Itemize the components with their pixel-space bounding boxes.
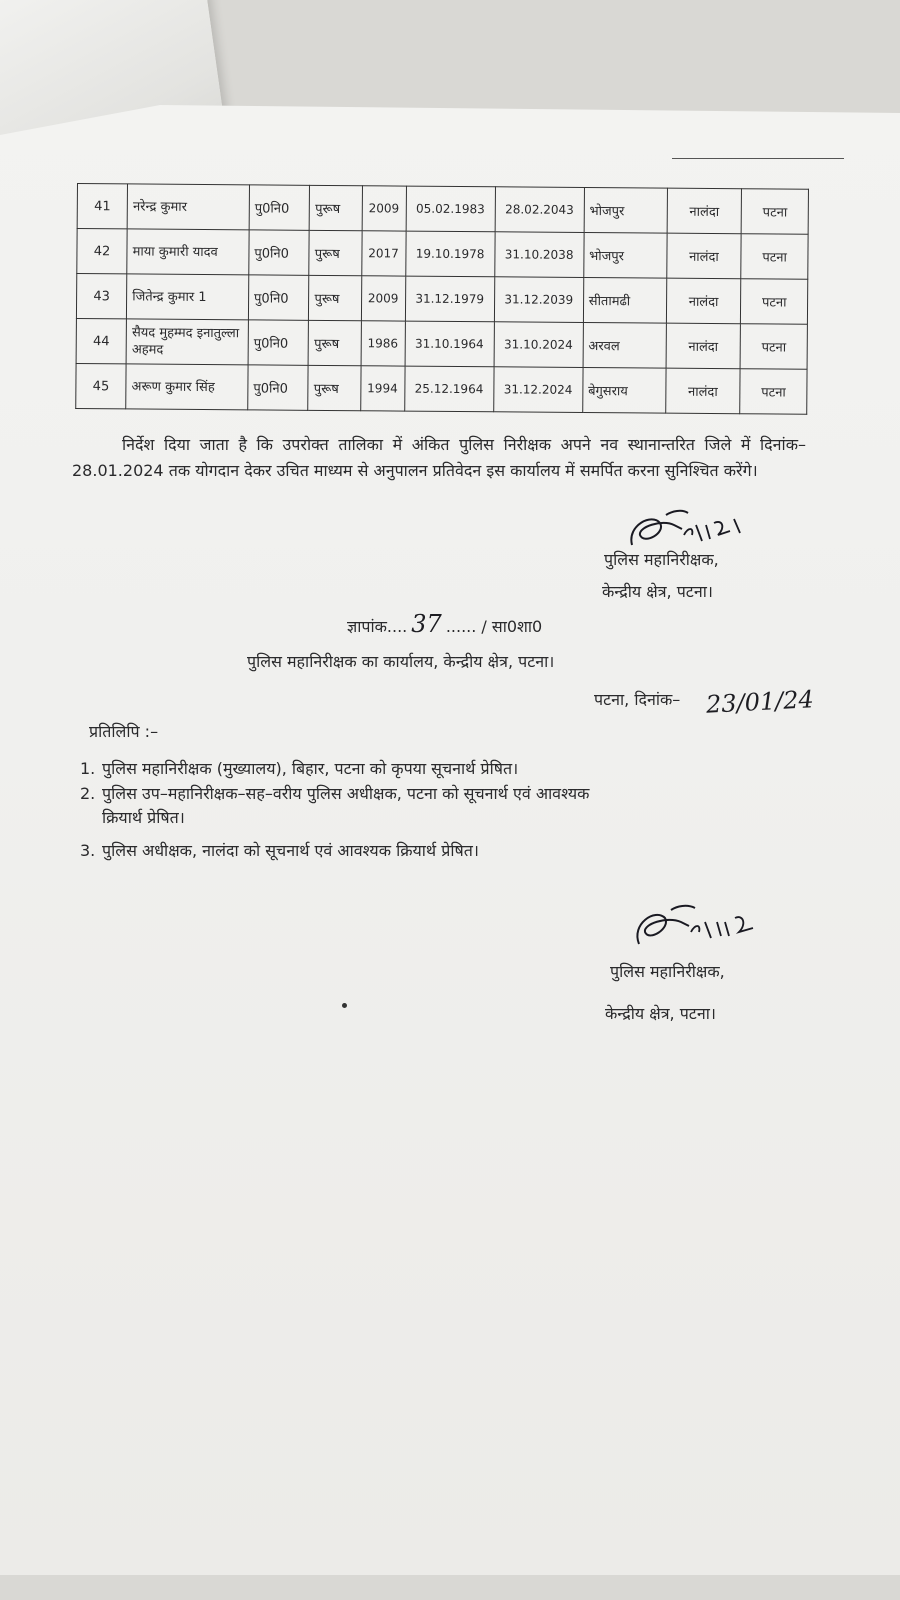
table-row	[77, 229, 808, 280]
memo-suffix: / सा0शा0	[481, 617, 543, 636]
to-district-cell: नालंदा	[665, 368, 740, 414]
gender-cell: पुरूष	[310, 185, 363, 230]
date-value: 23/01/24	[705, 685, 815, 719]
range-cell: पटना	[741, 234, 808, 280]
memo-label: ज्ञापांक	[347, 617, 387, 636]
to-district-cell: नालंदा	[667, 188, 742, 234]
serial-cell: 45	[76, 363, 127, 408]
batch-year-cell: 2017	[361, 231, 405, 276]
date-label: पटना, दिनांक–	[594, 690, 681, 709]
serial-cell: 44	[76, 318, 127, 363]
from-district-cell: अरवल	[583, 322, 666, 368]
table-row	[77, 184, 808, 235]
range-cell: पटना	[741, 279, 808, 325]
transfer-table	[75, 183, 809, 415]
copy-item-2	[80, 782, 800, 830]
signature-bottom	[625, 900, 765, 952]
rank-cell: पु0नि0	[249, 185, 310, 230]
birth-date-cell: 05.02.1983	[406, 186, 495, 232]
signatory-region-2: केन्द्रीय क्षेत्र, पटना।	[605, 1004, 716, 1023]
to-district-cell: नालंदा	[666, 233, 741, 279]
to-district-cell: नालंदा	[666, 278, 741, 324]
serial-cell: 42	[77, 229, 128, 274]
gender-cell: पुरूष	[308, 365, 361, 410]
from-district-cell: बेगुसराय	[582, 367, 665, 413]
ink-dot	[342, 1003, 347, 1008]
retirement-date-cell: 31.10.2038	[494, 232, 583, 278]
table-row	[76, 318, 807, 369]
directive-paragraph: निर्देश दिया जाता है कि उपरोक्त तालिका में अंकित पुलिस निरीक्षक अपने नव स्थानान्तरित जिले में दिनांक–28.01.2024 तक योगदान देकर उचित माध्यम से अनुपालन प्रतिवेदन इस कार्यालय में समर्पित करना सुनिश्चित करेंगे।	[72, 435, 806, 480]
copy-item-number: 2.	[80, 784, 96, 803]
rank-cell: पु0नि0	[248, 275, 309, 320]
table-row	[76, 274, 807, 325]
batch-year-cell: 2009	[361, 276, 405, 321]
to-district-cell: नालंदा	[666, 323, 741, 369]
from-district-cell: सीतामढी	[583, 277, 666, 323]
range-cell: पटना	[740, 324, 807, 370]
birth-date-cell: 25.12.1964	[404, 366, 493, 412]
birth-date-cell: 31.10.1964	[405, 321, 494, 367]
batch-year-cell: 1994	[360, 366, 404, 411]
copy-item-text: पुलिस अधीक्षक, नालंदा को सूचनार्थ एवं आवश्यक क्रियार्थ प्रेषित।	[102, 841, 479, 860]
gender-cell: पुरूष	[308, 320, 361, 365]
copy-heading: प्रतिलिपि :–	[89, 722, 159, 741]
memo-number: 37	[411, 610, 442, 638]
serial-cell: 41	[77, 184, 128, 229]
gender-cell: पुरूष	[309, 230, 362, 275]
name-cell: अरूण कुमार सिंह	[126, 364, 248, 410]
copy-item-3	[80, 839, 800, 863]
batch-year-cell: 2009	[362, 186, 406, 231]
copy-item-number: 3.	[80, 841, 96, 860]
signatory-designation-2: पुलिस महानिरीक्षक,	[610, 962, 725, 981]
header-rule	[672, 158, 844, 159]
copy-item-text: पुलिस महानिरीक्षक (मुख्यालय), बिहार, पटना को कृपया सूचनार्थ प्रेषित।	[102, 759, 519, 778]
rank-cell: पु0नि0	[248, 320, 309, 365]
birth-date-cell: 19.10.1978	[405, 231, 494, 277]
serial-cell: 43	[76, 274, 127, 319]
gender-cell: पुरूष	[309, 275, 362, 320]
rank-cell: पु0नि0	[249, 230, 310, 275]
signatory-region: केन्द्रीय क्षेत्र, पटना।	[602, 582, 713, 601]
copy-item-text-cont: क्रियार्थ प्रेषित।	[102, 808, 185, 827]
name-cell: माया कुमारी यादव	[127, 229, 249, 275]
signatory-designation: पुलिस महानिरीक्षक,	[604, 550, 719, 569]
table-row	[76, 363, 807, 414]
rank-cell: पु0नि0	[248, 365, 309, 410]
name-cell: सैयद मुहम्मद इनातुल्ला अहमद	[126, 319, 248, 365]
name-cell: जितेन्द्र कुमार 1	[127, 274, 249, 320]
birth-date-cell: 31.12.1979	[405, 276, 494, 322]
batch-year-cell: 1986	[361, 321, 405, 366]
range-cell: पटना	[740, 369, 807, 415]
retirement-date-cell: 31.12.2024	[493, 367, 582, 413]
from-district-cell: भोजपुर	[583, 232, 666, 278]
copy-item-1	[80, 757, 800, 781]
from-district-cell: भोजपुर	[584, 187, 667, 233]
retirement-date-cell: 28.02.2043	[495, 187, 584, 233]
retirement-date-cell: 31.12.2039	[494, 277, 583, 323]
office-name: पुलिस महानिरीक्षक का कार्यालय, केन्द्रीय क्षेत्र, पटना।	[247, 652, 555, 671]
copy-item-number: 1.	[80, 759, 96, 778]
memo-line: ज्ञापांक.... 37 ...... / सा0शा0	[347, 610, 543, 638]
transfer-table-body	[76, 184, 809, 415]
copy-item-text: पुलिस उप–महानिरीक्षक–सह–वरीय पुलिस अधीक्षक, पटना को सूचनार्थ एवं आवश्यक	[102, 784, 590, 803]
retirement-date-cell: 31.10.2024	[494, 322, 583, 368]
name-cell: नरेन्द्र कुमार	[127, 184, 249, 230]
range-cell: पटना	[741, 189, 808, 235]
